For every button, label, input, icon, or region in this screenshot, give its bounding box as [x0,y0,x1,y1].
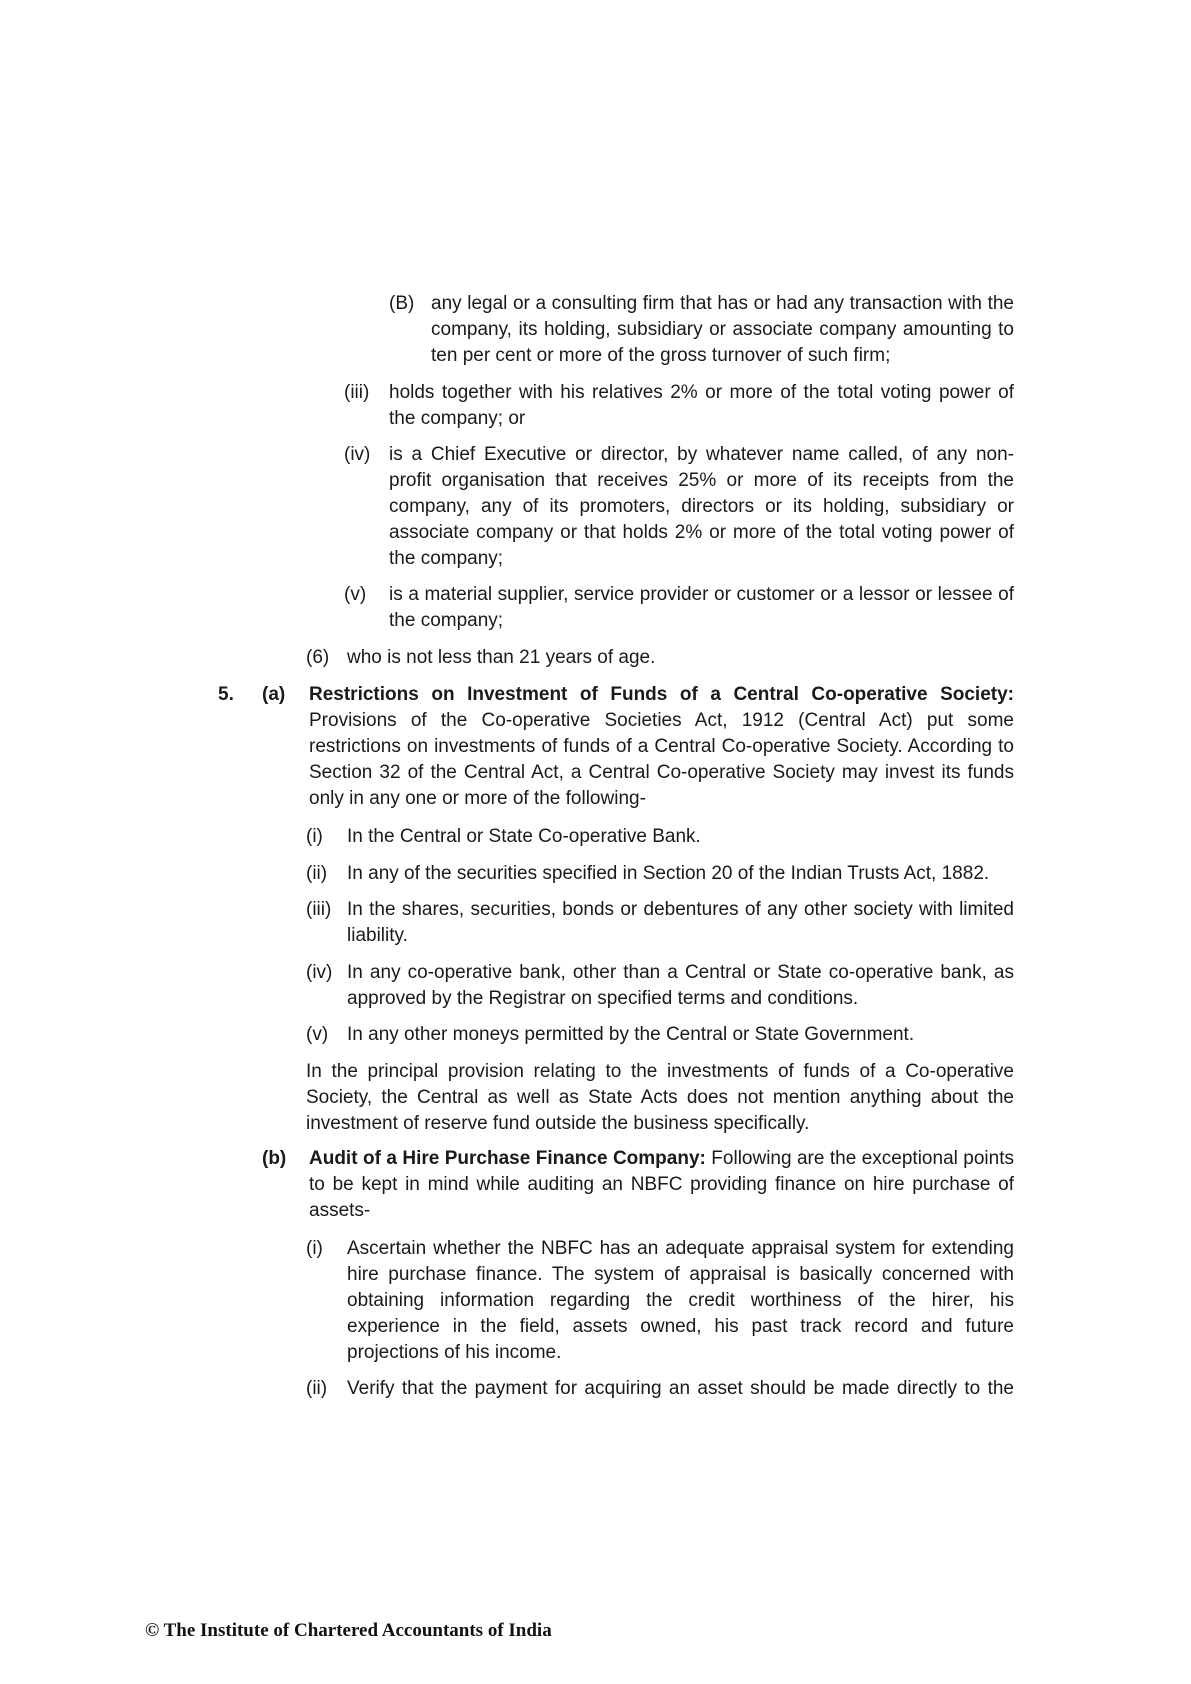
item-text-v: is a material supplier, service provider or customer or a lessor or lessee of the company; [389,584,1014,631]
footer-copyright: © The Institute of Chartered Accountants of India [145,1620,552,1641]
item-text-6: who is not less than 21 years of age. [347,647,656,668]
part-a-paragraph [309,682,1014,812]
a-list-label: (iii) [306,899,332,920]
part-a-label: (a) [262,684,286,705]
a-list-text: In the shares, securities, bonds or debentures of any other society with limited liability. [347,899,1014,946]
b-list-text: Verify that the payment for acquiring an asset should be made directly to the [347,1378,1014,1399]
b-list-label: (ii) [306,1378,328,1399]
part-a-conclusion: In the principal provision relating to the investments of funds of a Co-operative Society, the Central as well as State Acts does not mention anything about the investment of reserve fund outside the business specifically. [306,1061,1014,1134]
item-label-iii: (iii) [344,382,370,403]
a-list-text: In the Central or State Co-operative Bank. [347,826,701,847]
b-list-text: Ascertain whether the NBFC has an adequate appraisal system for extending hire purchase finance. The system of appraisal is basically concerned with obtaining information regarding the credit worthiness of the hirer, his experience in the field, assets owned, his past track record and future projections of his income. [347,1238,1014,1363]
part-b-label: (b) [262,1148,287,1169]
part-b-heading: Audit of a Hire Purchase Finance Company: [309,1148,706,1169]
item-label-6: (6) [306,647,330,668]
item-text-iv: is a Chief Executive or director, by whatever name called, of any non-profit organisation that receives 25% or more of its receipts from the company, any of its promoters, directors or its holding, subsidiary or associate company or that holds 2% or more of the total voting power of the company; [389,444,1014,569]
item-label-B: (B) [389,293,415,314]
item-label-v: (v) [344,584,367,605]
a-list-label: (v) [306,1024,329,1045]
item-label-iv: (iv) [344,444,371,465]
a-list-text: In any co-operative bank, other than a Central or State co-operative bank, as approved by the Registrar on specified terms and conditions. [347,962,1014,1009]
question-number: 5. [218,684,234,705]
item-text-B: any legal or a consulting firm that has or had any transaction with the company, its holding, subsidiary or associate company amounting to ten per cent or more of the gross turnover of such firm; [431,293,1014,366]
a-list-text: In any other moneys permitted by the Central or State Government. [347,1024,915,1045]
a-list-label: (iv) [306,962,333,983]
part-a-heading: Restrictions on Investment of Funds of a Central Co-operative Society: [309,684,1014,705]
b-list-label: (i) [306,1238,323,1259]
a-list-label: (ii) [306,863,328,884]
part-a-intro: Provisions of the Co-operative Societies Act, 1912 (Central Act) put some restrictions on investments of funds of a Central Co-operative Society. According to Section 32 of the Central Act, a Central Co-operative Society may invest its funds only in any one or more of the following- [309,710,1014,809]
part-b-paragraph [309,1146,1014,1224]
item-text-iii: holds together with his relatives 2% or more of the total voting power of the company; or [389,382,1014,429]
part-b-intro: Following are the exceptional points to be kept in mind while auditing an NBFC providing finance on hire purchase of assets- [309,1148,1014,1221]
a-list-label: (i) [306,826,323,847]
a-list-text: In any of the securities specified in Section 20 of the Indian Trusts Act, 1882. [347,863,990,884]
